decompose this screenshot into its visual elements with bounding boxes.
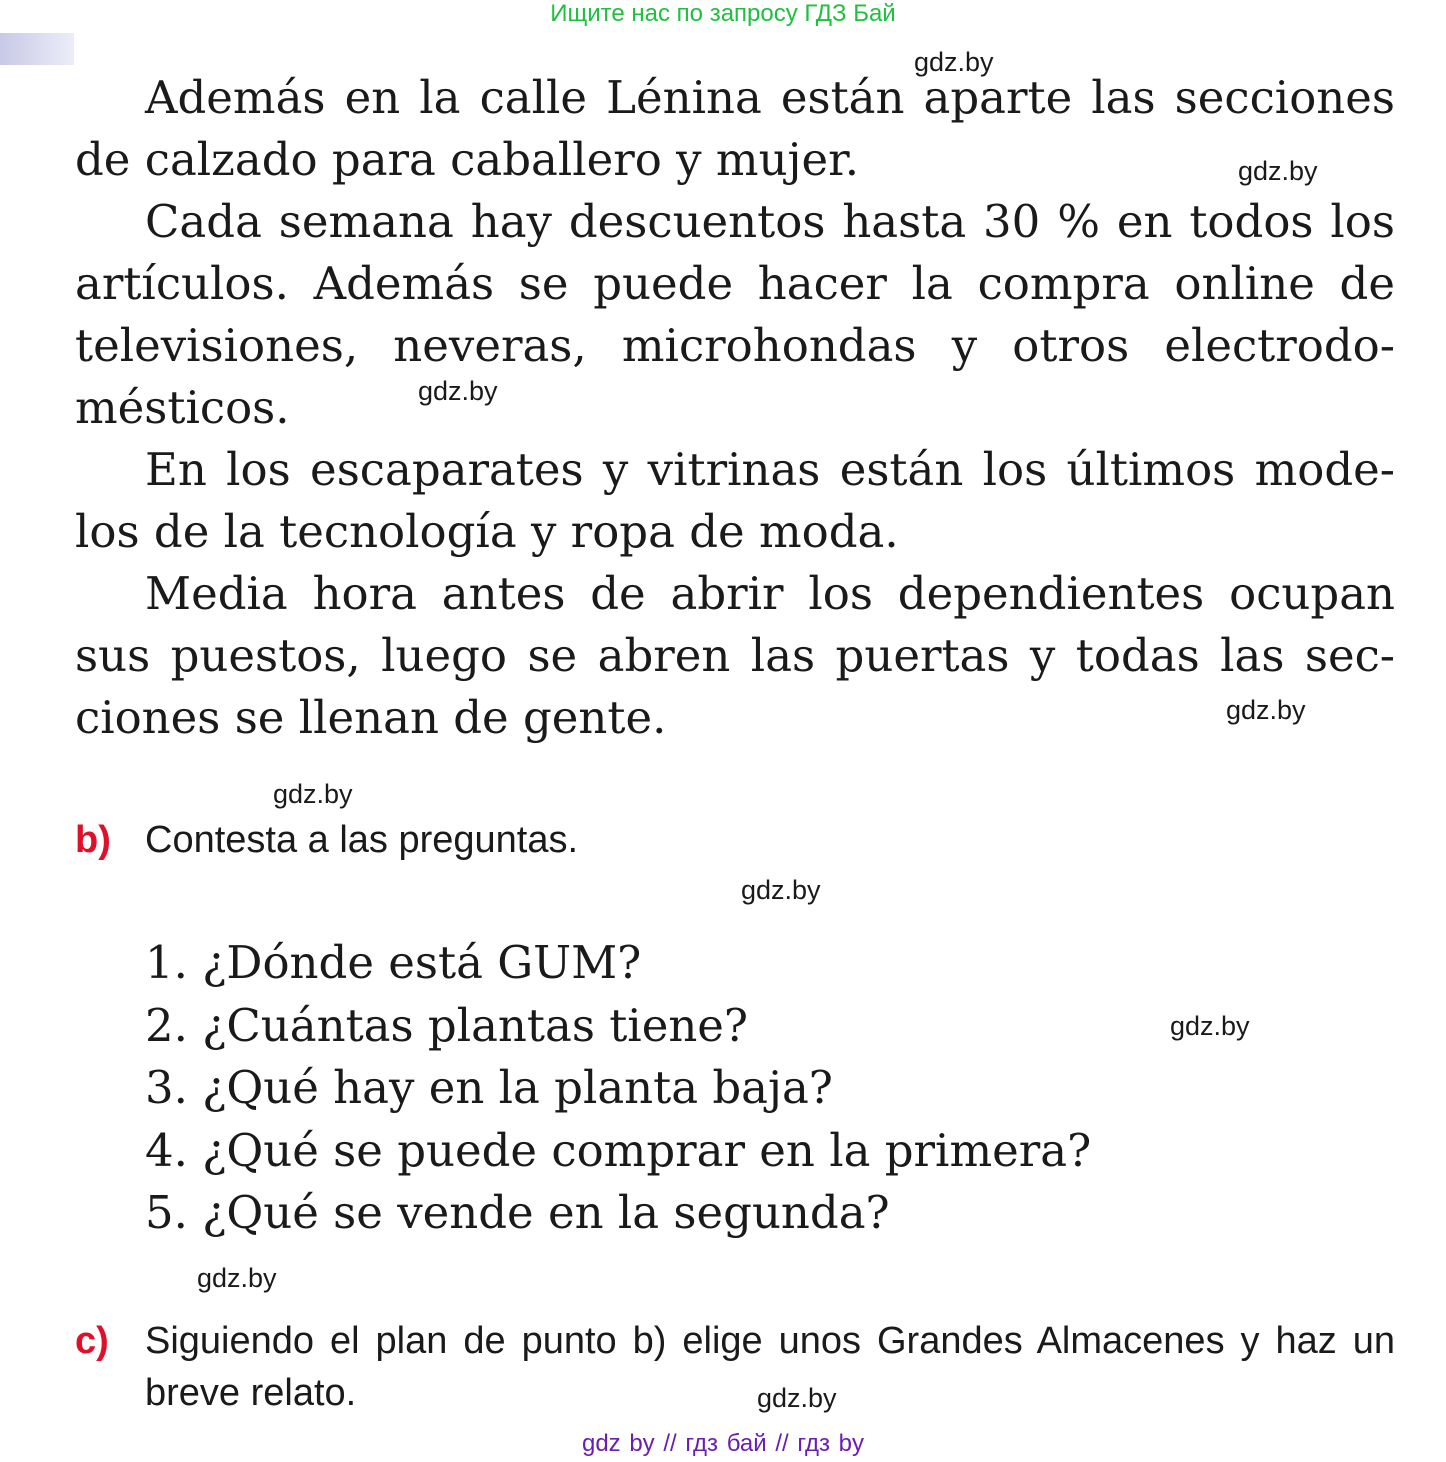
task-b-letter: b) (75, 819, 111, 861)
watermark: gdz.by (197, 1263, 277, 1293)
watermark: gdz.by (757, 1383, 837, 1413)
paragraph-1: Además en la calle Lénina están aparte las secciones de calzado para caballero y mujer. (75, 71, 1395, 186)
paragraph-2: Cada semana hay descuentos hasta 30 % en todos los artículos. Además se puede hacer la compra online de televisiones, neveras, microhondas y otros electrodomésticos. (75, 195, 1395, 434)
watermark: gdz.by (418, 376, 498, 406)
question-item: 1. ¿Dónde está GUM? (145, 936, 642, 989)
question-item: 2. ¿Cuántas plantas tiene? (145, 998, 749, 1052)
watermark: gdz.by (1170, 1011, 1250, 1041)
watermark: gdz.by (914, 47, 994, 77)
task-c-letter: c) (75, 1320, 109, 1362)
question-item: 5. ¿Qué se vende en la segunda? (145, 1186, 890, 1239)
task-b-text: Contesta a las preguntas. (145, 819, 579, 861)
paragraph-4: Media hora antes de abrir los dependientes ocupan sus puestos, luego se abren las puertas y todas las secciones se llenan de gente. (75, 567, 1395, 744)
watermark: gdz.by (273, 779, 353, 809)
corner-decoration (0, 33, 74, 65)
reading-text (75, 67, 1395, 749)
watermark: gdz.by (1238, 156, 1318, 186)
watermark: gdz.by (741, 875, 821, 905)
question-list (145, 932, 1245, 1245)
question-item: 3. ¿Qué hay en la planta baja? (145, 1061, 833, 1114)
task-c (75, 1315, 1395, 1419)
watermark: gdz.by (1226, 695, 1306, 725)
paragraph-3: En los escaparates y vitrinas están los últimos modelos de la tecnología y ropa de moda. (75, 443, 1395, 558)
top-banner[interactable]: Ищите нас по запросу ГДЗ Бай (550, 0, 896, 27)
task-c-text: Siguiendo el plan de punto b) elige unos Grandes Almacenes y haz un breve relato. (145, 1320, 1395, 1414)
footer-links[interactable]: gdz by // гдз бай // гдз by (581, 1430, 865, 1457)
task-b (75, 814, 1395, 866)
question-item: 4. ¿Qué se puede comprar en la primera? (145, 1123, 1092, 1177)
